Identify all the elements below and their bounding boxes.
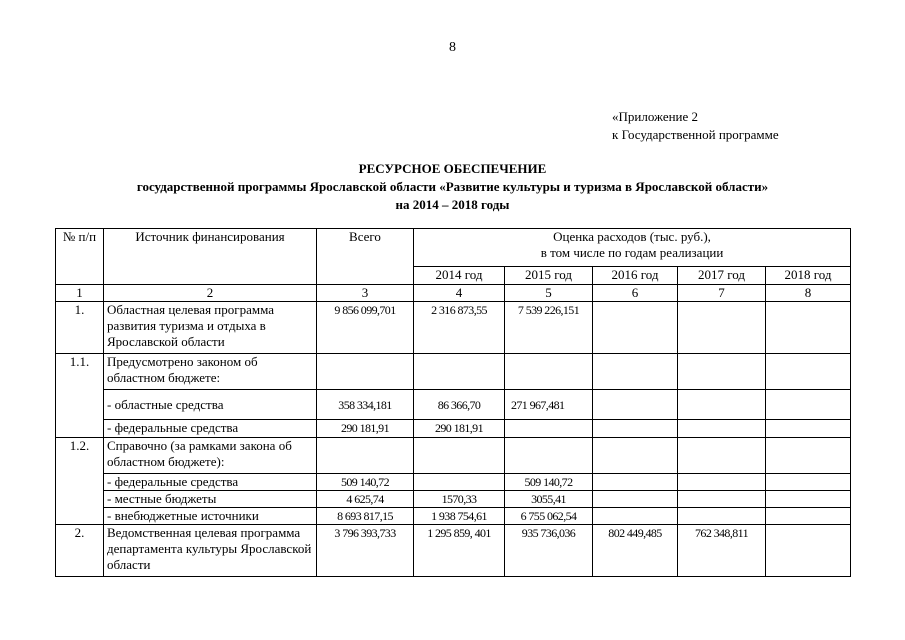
table-row — [56, 302, 851, 354]
row-total: 8 693 817,15 — [317, 508, 414, 525]
appendix-line-2: к Государственной программе — [612, 127, 779, 142]
row-source: - федеральные средства — [104, 420, 317, 438]
heading-subtitle: государственной программы Ярославской области «Развитие культуры и туризма в Ярославской области» — [136, 179, 769, 194]
document-heading — [0, 160, 905, 214]
row-2014: 1 938 754,61 — [414, 508, 505, 525]
row-2015: 6 755 062,54 — [505, 508, 593, 525]
row-2015: 3055,41 — [505, 491, 593, 508]
row-2016 — [593, 438, 678, 474]
column-number: 8 — [766, 285, 851, 302]
table-row — [56, 508, 851, 525]
column-number: 4 — [414, 285, 505, 302]
table-row — [56, 491, 851, 508]
header-estimate — [414, 229, 851, 267]
row-number: 1. — [56, 302, 104, 354]
row-total: 3 796 393,733 — [317, 525, 414, 577]
appendix-note — [612, 108, 779, 144]
row-source: Предусмотрено законом об областном бюджете: — [104, 354, 317, 390]
row-2017 — [678, 354, 766, 390]
row-total — [317, 438, 414, 474]
header-year-2017: 2017 год — [678, 267, 766, 285]
table-row — [56, 420, 851, 438]
header-year-2014: 2014 год — [414, 267, 505, 285]
row-2016 — [593, 491, 678, 508]
header-source: Источник финансирования — [104, 229, 317, 285]
row-2018 — [766, 525, 851, 577]
header-year-2018: 2018 год — [766, 267, 851, 285]
row-total: 290 181,91 — [317, 420, 414, 438]
row-2018 — [766, 354, 851, 390]
row-2015: 935 736,036 — [505, 525, 593, 577]
row-total: 4 625,74 — [317, 491, 414, 508]
row-2015: 509 140,72 — [505, 474, 593, 491]
row-2018 — [766, 420, 851, 438]
row-2017 — [678, 302, 766, 354]
row-2018 — [766, 474, 851, 491]
row-number: 2. — [56, 525, 104, 577]
row-2016 — [593, 354, 678, 390]
row-2016 — [593, 302, 678, 354]
table-row — [56, 438, 851, 474]
table-row — [56, 390, 851, 420]
row-2014: 1570,33 — [414, 491, 505, 508]
row-2017 — [678, 438, 766, 474]
row-2016 — [593, 390, 678, 420]
row-2015 — [505, 438, 593, 474]
row-2014: 290 181,91 — [414, 420, 505, 438]
row-2017 — [678, 474, 766, 491]
table-row — [56, 474, 851, 491]
row-2016 — [593, 420, 678, 438]
column-number: 1 — [56, 285, 104, 302]
row-2016 — [593, 474, 678, 491]
row-source: - внебюджетные источники — [104, 508, 317, 525]
row-source: Областная целевая программа развития туризма и отдыха в Ярославской области — [104, 302, 317, 354]
row-2015: 7 539 226,151 — [505, 302, 593, 354]
row-2015: 271 967,481 — [505, 390, 593, 420]
row-source: - федеральные средства — [104, 474, 317, 491]
heading-title: РЕСУРСНОЕ ОБЕСПЕЧЕНИЕ — [358, 161, 547, 176]
row-2018 — [766, 302, 851, 354]
page-number: 8 — [449, 40, 456, 55]
row-2014: 1 295 859, 401 — [414, 525, 505, 577]
row-source: Ведомственная целевая программа департамента культуры Ярославской области — [104, 525, 317, 577]
heading-period: на 2014 – 2018 годы — [395, 197, 510, 212]
column-number: 2 — [104, 285, 317, 302]
row-source: - областные средства — [104, 390, 317, 420]
row-2017 — [678, 420, 766, 438]
resource-table — [55, 228, 851, 577]
row-2018 — [766, 491, 851, 508]
row-2017 — [678, 508, 766, 525]
row-2018 — [766, 438, 851, 474]
row-2016 — [593, 508, 678, 525]
row-source: - местные бюджеты — [104, 491, 317, 508]
row-2014 — [414, 438, 505, 474]
column-number: 6 — [593, 285, 678, 302]
column-number: 5 — [505, 285, 593, 302]
row-total: 9 856 099,701 — [317, 302, 414, 354]
row-source: Справочно (за рамками закона об областном бюджете): — [104, 438, 317, 474]
table-row — [56, 354, 851, 390]
row-number: 1.1. — [56, 354, 104, 438]
row-number: 1.2. — [56, 438, 104, 525]
row-total: 358 334,181 — [317, 390, 414, 420]
row-total: 509 140,72 — [317, 474, 414, 491]
row-2017 — [678, 491, 766, 508]
row-2014 — [414, 354, 505, 390]
row-2014: 86 366,70 — [414, 390, 505, 420]
appendix-line-1: «Приложение 2 — [612, 109, 699, 124]
column-number: 3 — [317, 285, 414, 302]
row-2017 — [678, 390, 766, 420]
row-2016: 802 449,485 — [593, 525, 678, 577]
row-2014 — [414, 474, 505, 491]
header-year-2016: 2016 год — [593, 267, 678, 285]
header-estimate-line-1: Оценка расходов (тыс. руб.), — [553, 229, 711, 244]
table-row — [56, 525, 851, 577]
header-num: № п/п — [56, 229, 104, 285]
header-total: Всего — [317, 229, 414, 285]
column-number: 7 — [678, 285, 766, 302]
row-total — [317, 354, 414, 390]
header-year-2015: 2015 год — [505, 267, 593, 285]
row-2018 — [766, 390, 851, 420]
header-estimate-line-2: в том числе по годам реализации — [540, 245, 724, 260]
row-2017: 762 348,811 — [678, 525, 766, 577]
row-2015 — [505, 420, 593, 438]
row-2018 — [766, 508, 851, 525]
row-2014: 2 316 873,55 — [414, 302, 505, 354]
row-2015 — [505, 354, 593, 390]
